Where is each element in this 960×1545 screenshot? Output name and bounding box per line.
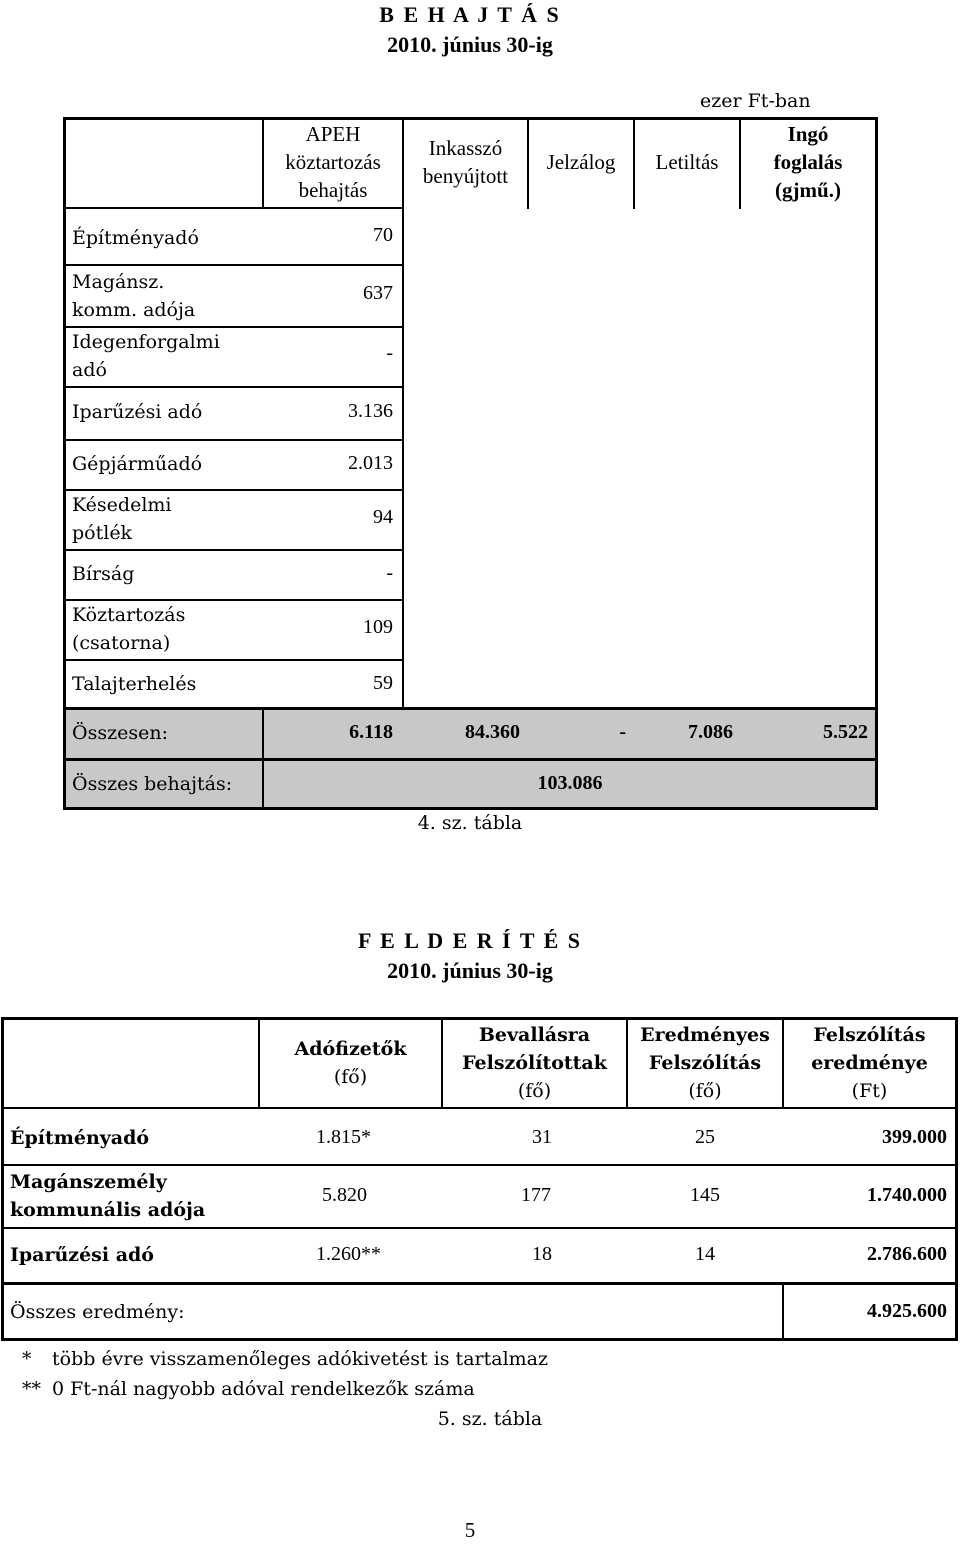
col-header-eredmenyes: Eredményes Felszólítás (fő)	[640, 1024, 770, 1102]
col-header-felszolitas-eredmenye: Felszólítás eredménye (Ft)	[811, 1024, 928, 1102]
row-label-birsag: Bírság	[72, 563, 135, 585]
f-total-value: 4.925.600	[867, 1300, 947, 1322]
row-value-magansz: 637	[363, 282, 393, 304]
total-inkasszo: 84.360	[465, 721, 520, 743]
f-row-bevallasra-iparuzesi: 18	[532, 1243, 552, 1265]
f-row-bevallasra-epitmenyado: 31	[532, 1126, 552, 1148]
behajtas-title: B E H A J T Á S	[379, 2, 561, 27]
row-value-idegenforgalmi: -	[386, 342, 393, 364]
row-label-talajterheles: Talajterhelés	[72, 673, 197, 695]
row-label-iparuzesi: Iparűzési adó	[72, 401, 203, 423]
grand-total-value: 103.086	[537, 772, 603, 794]
footnote-1: * több évre visszamenőleges adókivetést is tartalmaz	[22, 1348, 548, 1370]
behajtas-date: 2010. június 30-ig	[387, 32, 553, 57]
felderites-date: 2010. június 30-ig	[387, 958, 553, 983]
col-header-letiltas: Letiltás	[655, 150, 719, 174]
row-value-birsag: -	[386, 562, 393, 584]
felderites-title: F E L D E R Í T É S	[357, 928, 583, 953]
row-value-koztartozas: 109	[363, 616, 393, 638]
row-label-magansz: Magánsz. komm. adója	[72, 271, 196, 321]
f-row-eredmenyes-iparuzesi: 14	[695, 1243, 715, 1265]
total-label: Összesen:	[72, 722, 168, 744]
f-row-adofizetok-maganszemely: 5.820	[322, 1184, 367, 1206]
f-row-label-iparuzesi: Iparűzési adó	[10, 1244, 154, 1266]
row-value-kesedelmi: 94	[373, 506, 393, 528]
row-label-koztartozas: Köztartozás (csatorna)	[72, 604, 186, 654]
total-letiltas: 7.086	[688, 721, 733, 743]
grand-total-label: Összes behajtás:	[72, 773, 233, 795]
total-jelzalog: -	[619, 721, 626, 743]
table5-caption: 5. sz. tábla	[437, 1408, 543, 1430]
f-row-eredmenye-maganszemely: 1.740.000	[867, 1184, 947, 1206]
row-label-gepjarmuado: Gépjárműadó	[72, 453, 203, 475]
col-header-jelzalog: Jelzálog	[546, 150, 616, 174]
row-label-kesedelmi: Késedelmi pótlék	[72, 494, 172, 544]
col-header-apeh: APEH köztartozás behajtás	[285, 122, 381, 202]
col-header-ingo: Ingó foglalás (gjmű.)	[773, 122, 843, 202]
col-header-inkasszo: Inkasszó benyújtott	[422, 136, 509, 188]
col-header-adofizetok: Adófizetők (fő)	[294, 1038, 407, 1088]
total-ingo: 5.522	[823, 721, 868, 743]
row-value-talajterheles: 59	[373, 672, 393, 694]
f-row-eredmenye-iparuzesi: 2.786.600	[867, 1243, 947, 1265]
f-row-eredmenyes-maganszemely: 145	[690, 1184, 720, 1206]
footnote-2: ** 0 Ft-nál nagyobb adóval rendelkezők száma	[22, 1378, 475, 1400]
f-row-bevallasra-maganszemely: 177	[521, 1184, 551, 1206]
page-number: 5	[464, 1518, 476, 1542]
f-row-eredmenye-epitmenyado: 399.000	[882, 1126, 947, 1148]
f-row-adofizetok-epitmenyado: 1.815*	[316, 1126, 371, 1148]
f-row-eredmenyes-epitmenyado: 25	[695, 1126, 715, 1148]
f-row-label-maganszemely: Magánszemély kommunális adója	[10, 1171, 206, 1221]
table4-caption: 4. sz. tábla	[417, 812, 523, 834]
col-header-bevallasra: Bevallásra Felszólítottak (fő)	[462, 1024, 607, 1102]
row-label-idegenforgalmi: Idegenforgalmi adó	[72, 331, 220, 381]
row-label-epitmenyado: Építményadó	[72, 227, 199, 249]
behajtas-unit: ezer Ft-ban	[700, 90, 811, 112]
f-total-label: Összes eredmény:	[10, 1301, 185, 1323]
total-apeh: 6.118	[349, 721, 393, 743]
f-row-adofizetok-iparuzesi: 1.260**	[316, 1243, 381, 1265]
row-value-iparuzesi: 3.136	[348, 400, 393, 422]
f-row-label-epitmenyado: Építményadó	[10, 1127, 150, 1149]
row-value-epitmenyado: 70	[373, 224, 393, 246]
row-value-gepjarmuado: 2.013	[348, 452, 393, 474]
